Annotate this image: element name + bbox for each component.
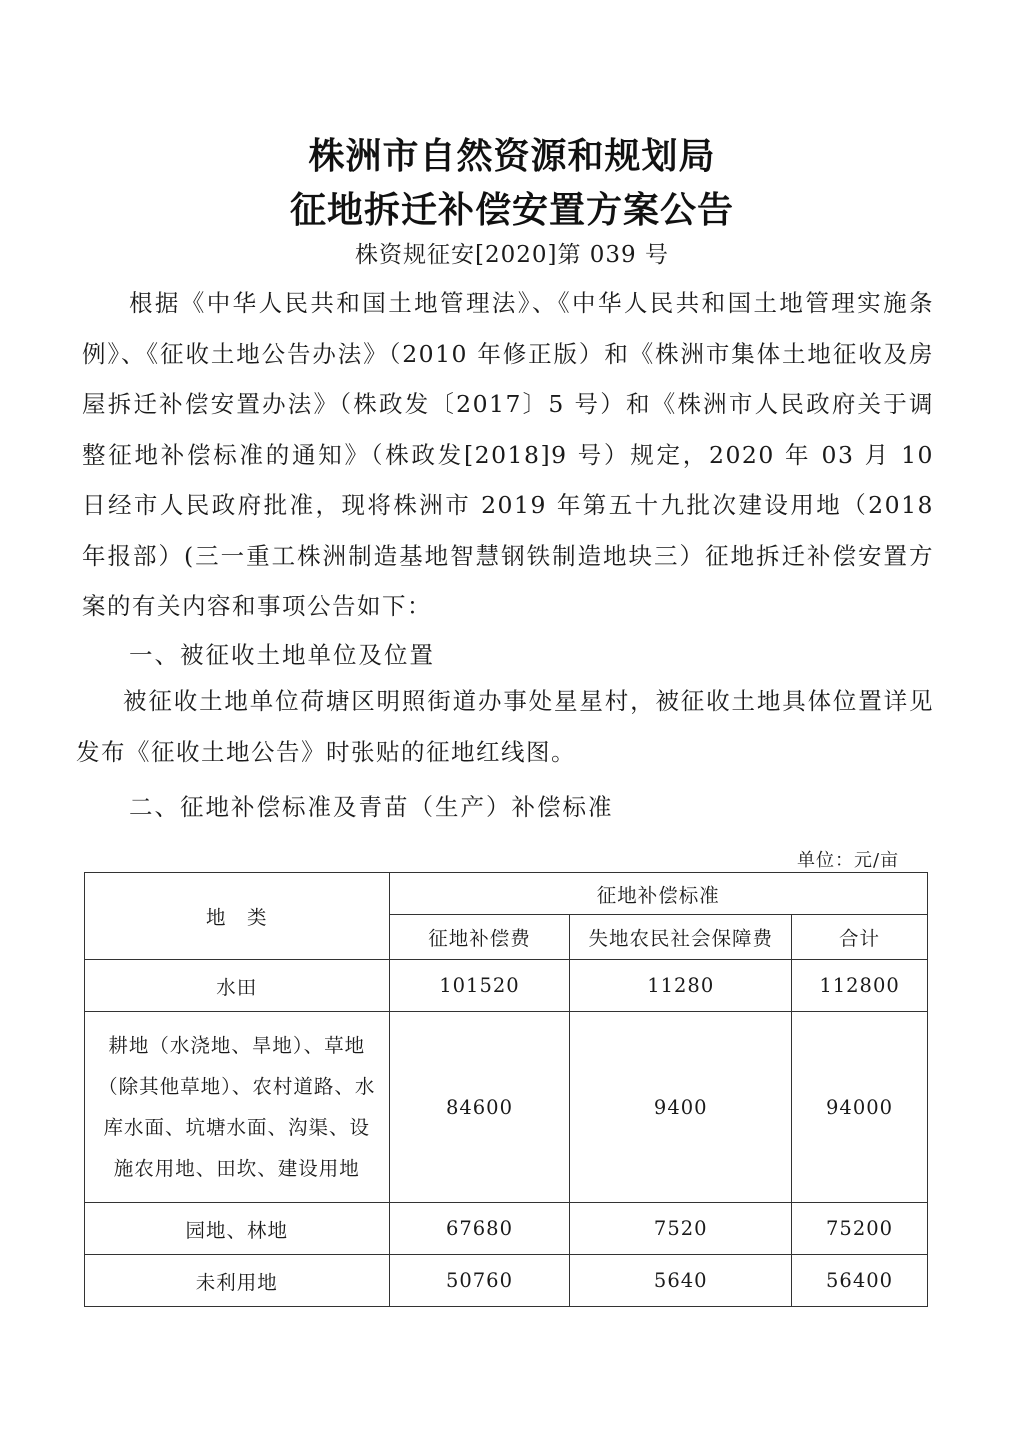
section1-heading: 一、被征收土地单位及位置 — [129, 641, 435, 669]
total-cell: 56400 — [792, 1255, 928, 1307]
land-type-header: 地 类 — [85, 873, 390, 960]
intro-paragraph: 根据《中华人民共和国土地管理法》、《中华人民共和国土地管理实施条例》、《征收土地公告办法》（2010 年修正版）和《株洲市集体土地征收及房屋拆迁补偿安置办法》（株政发〔2017〕5 号）和《株洲市人民政府关于调整征地补偿标准的通知》（株政发[2018]9 号）规定，2020 年 03 月 10 日经市人民政府批准，现将株洲市 2019 年第五十九批次建设用地（2018 年报部）(三一重工株洲制造基地智慧钢铁制造地块三）征地拆迁补偿安置方案的有关内容和事项公告如下： — [82, 289, 934, 620]
total-cell: 112800 — [792, 960, 928, 1012]
social-security-cell: 5640 — [570, 1255, 792, 1307]
table-row — [85, 1203, 928, 1255]
compensation-cell: 50760 — [389, 1255, 570, 1307]
document-title-line1: 株洲市自然资源和规划局 — [308, 136, 716, 177]
social-security-cell: 7520 — [570, 1203, 792, 1255]
compensation-cell: 67680 — [389, 1203, 570, 1255]
document-number: 株资规征安[2020]第 039 号 — [354, 242, 669, 268]
table-row — [85, 1255, 928, 1307]
compensation-cell: 101520 — [389, 960, 570, 1012]
land-type-cell: 水田 — [85, 960, 390, 1012]
total-cell: 75200 — [792, 1203, 928, 1255]
section1-paragraph: 被征收土地单位荷塘区明照街道办事处星星村，被征收土地具体位置详见发布《征收土地公告》时张贴的征地红线图。 — [76, 687, 934, 766]
total-cell: 94000 — [792, 1012, 928, 1203]
section2-heading: 二、征地补偿标准及青苗（生产）补偿标准 — [129, 793, 614, 821]
compensation-standard-header: 征地补偿标准 — [389, 873, 927, 915]
land-type-cell: 未利用地 — [85, 1255, 390, 1307]
total-header: 合计 — [792, 915, 928, 960]
social-security-cell: 11280 — [570, 960, 792, 1012]
unit-label: 单位：元/亩 — [797, 850, 900, 871]
table-row — [85, 960, 928, 1012]
land-type-cell: 耕地（水浇地、旱地）、草地（除其他草地）、农村道路、水库水面、坑塘水面、沟渠、设施农用地、田坎、建设用地 — [85, 1012, 390, 1203]
social-security-cell: 9400 — [570, 1012, 792, 1203]
compensation-fee-header: 征地补偿费 — [389, 915, 570, 960]
document-title-line2: 征地拆迁补偿安置方案公告 — [289, 190, 734, 231]
compensation-table — [84, 872, 928, 1307]
table-row — [85, 1012, 928, 1203]
social-security-header: 失地农民社会保障费 — [570, 915, 792, 960]
compensation-cell: 84600 — [389, 1012, 570, 1203]
land-type-cell: 园地、林地 — [85, 1203, 390, 1255]
table-header-row — [85, 873, 928, 915]
